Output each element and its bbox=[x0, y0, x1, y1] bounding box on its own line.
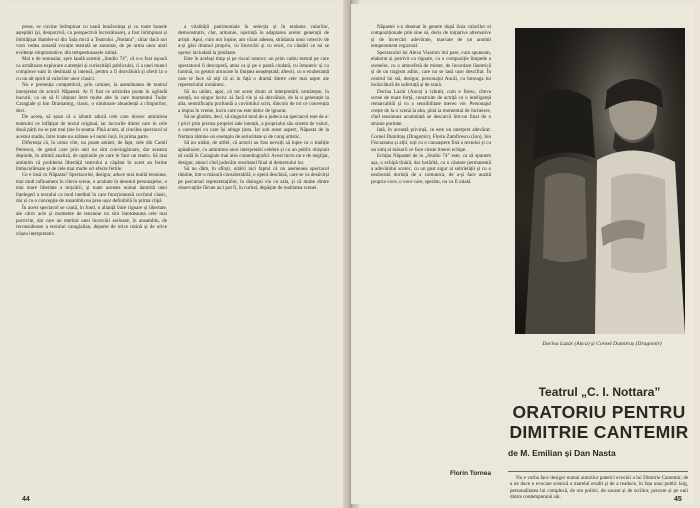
right-page bbox=[351, 4, 694, 504]
paragraph: Nu e pretenția competitivă, prin urmare, la asemănarea de teatrul interpretat de actorii Năpastei. Ar fi fost ce aristofan poate în oglindă bucurii, ca un să fi obținut între multe alte la care momentul Tudor Caragiale și Ion Dramaturg, clasic, o uimitoare abundență a cîmpurilor, deci. bbox=[16, 82, 167, 114]
paragraph: Să ne gîndim, deci, că singurul mod de a judeca un spectacol este de a-l privi prin prisma propriei sale intenții, a propriului său sistem de valori, a coerenței cu care își atinge ținta. Iar sub acest aspect, Năpasta de la Nottara rămîne un exemplu de seriozitate și de curaj artistic. bbox=[178, 114, 329, 140]
right-page-column-1 bbox=[371, 24, 491, 454]
article-intro: Nu e vorba face desigur numai autorilor patetici evocări a lui Dimitrie Cantemir, de a ne duce o evocare scenică a marelui erudit și de a readuce, în fața unui public larg, personalitatea lui complexă, de om politic, de savant și de scriitor, precum și pe unii dintre contemporanii săi. bbox=[510, 475, 688, 500]
paragraph: În acest spectacol se caută, în fond, o alianță între rigoare și libertate, ale căror acte și momente de tensiune nu sînt întotdeauna cele mai potrivite, dar care au meritul unei încercări serioase, în ansamblu, de reconsiderare a textului caragialian, departe de orice rutină și de orice clișeu interpretativ. bbox=[16, 204, 167, 237]
paragraph: Năpastei s-a desenat în genere după linia valorilor ei compoziționale prin sine să, decis de inițiative alternative și de încercări adevărate, marcate de un anumit temperament regizoral. bbox=[371, 24, 491, 50]
stage-photo bbox=[515, 28, 685, 334]
left-page-column-2 bbox=[178, 24, 329, 497]
paragraph: prese, se cuvine întîmpinat cu toată bunăvoința și cu toate bunele așteptări (și, deopotrivă, cu perspectivă încrezătoare), a fost întîmpinat și îmbrățișat Hamlet-ul din Sala mică a Teatrului „Nottara”, chiar dacă noi vom vedea această vocație teatrală se automat, de pe urma unor atari evidențe simptomatice, din tempestuoasele rutină. bbox=[16, 24, 167, 56]
paragraph: Iată, în această privință, ce este un interpret adevărat: Cornel Dumitraș (Dragomir), Florin Zamfirescu (Ion), Ion Fiscuteanu și alții, toți cu o cunoaștere fină a textului și cu un simț al măsurii ce face cinste tinerei echipe. bbox=[371, 127, 491, 153]
paragraph: a vitalității patrimoniale în selecția și în etalarea valorilor, demonstrativ, clar, armonie, ușurință în adaptarea acelor generații de artiști. Apoi, cum noi înșine, am văzut adesea, strădania unui colectiv de a-și găsi drumul propriu, cu încercări și cu erori, cu căutări ce nu se opresc niciodată la jumătate. bbox=[178, 24, 329, 56]
paragraph: Mai e de semnalat, spre laudă acestui „Studio 74”, că n-a fost ușoară ca următoare explorare a atenției și curiozității publicului, ci a unei munci complexe sunt în destinată și intensă, pentru a fi dezvăluită și oferit la o cu un alt spirit al valorilor unor clasici. bbox=[16, 56, 167, 82]
article-headline: ORATORIU PENTRU DIMITRIE CANTEMIR bbox=[509, 402, 689, 442]
theatre-name: Teatrul „C. I. Nottara” bbox=[538, 385, 661, 399]
paragraph: Echipa Năpastei de la „Studio 74” este, ca să spunem așa, o echipă tînără, dar hotărîtă, cu o căutare permanentă a adevărului scenic, cu un gust sigur al sobrietății și cu o neobosită dorință de a comunica, de a-și face auzită propria voce, o voce care, sperăm, nu va fi uitată. bbox=[371, 153, 491, 185]
left-page-column-1 bbox=[16, 24, 167, 486]
photo-image bbox=[515, 28, 685, 334]
page-number-left: 44 bbox=[22, 496, 30, 503]
paragraph: Este în același timp și pe riscul tuturor; un prim cadru teatral pe care spectatorul îl descoperă, atras ca și pe o pantă ciudată, cu întuneric și cu lumină, cu gesturi aruncate în liniștea neașteptată; alteori, cu o exuberanță care te face să uiți că ai în față o dramă dintre cele mai aspre ale repertoriului românesc. bbox=[178, 56, 329, 89]
article-byline: de M. Emilian și Dan Nasta bbox=[508, 448, 616, 458]
page-number-right: 45 bbox=[674, 496, 682, 503]
paragraph: Spectacolul lui Alexa Visarion îmi pare, cum spuneam, elaborat și potrivit cu rigoare, cu o compoziție limpede a scenelor, cu o atmosferă de mister, de încordare lăuntrică și de un tragism adînc, care nu se lasă ușor descifrat. În centrul lui stă, desigur, personajul Ancăi, cu întreaga lui încărcătură de suferință și de taină. bbox=[371, 49, 491, 89]
paragraph: De aceea, să spun că a izbutit aducă cele care doresc amintirea teatrului ce înfățișat de textul original, iar lucrurile dintre care în cele două părți nu se pot mai ține în seama. Pînă acum, al cincilea spectacol al acestui stadiu, între toate nu arătase a-l numi încă, în prima parte. bbox=[16, 114, 167, 140]
paragraph: Să nu dăm, în sfîrșit, uitării nici faptul că un asemenea spectacol rămîne, într-o măsură considerabilă, o operă deschisă, care se va desăvîrși pe parcursul reprezentațiilor, în dialogul viu cu sala, și că multe dintre observațiile făcute aici pot fi, în curînd, depășite de realitatea scenei. bbox=[178, 165, 329, 192]
paragraph: Dorina Lazăr (Anca) a izbutit, cum e firesc, cîteva scene de mare forță, construite de actriță cu o inteligență remarcabilă și cu o sensibilitate mereu vie. Personajul crește de la o scenă la alta, pînă la momentul de încheiere, cînd tensiunea acumulată se descarcă într-un final de o stranie puritate. bbox=[371, 88, 491, 127]
article-signature: Florin Tornea bbox=[449, 470, 491, 477]
photo-caption: Dorina Lazăr (Anca) și Cornel Dumitraș (Dragomir) bbox=[542, 341, 662, 347]
paragraph: Să nu uităm, de altfel, că actorii au fost nevoiți să lupte cu o tradiție apăsătoare, cu amintirea unor interpretări celebre și cu un public obișnuit să vadă în Caragiale mai ales comediograful. Acest lucru nu e de neglijat, desigur, atunci cînd judecăm rezultatul final al demersului lor. bbox=[178, 140, 329, 166]
paragraph: Ce e însă cu Năpasta? Spectacolul, desigur, aduce mai multă tensiune, mai mult rafinament în cîteva scene, o acuitate în desenul personajelor, o mai mare libertate a mișcării, și toate acestea numai datorită unei înțelegeri a textului ca mod ineditul în care funcționează cuvîntul clasic, dar și cu o concepție de ansamblu nu prea ușor definibilă în prima clipă. bbox=[16, 172, 167, 205]
paragraph: Diferența că, în urma vînt, nu poate aminti, de fapt, cele din Camil Petrescu, de genul care prin anii nu sînt convingătoare, dar aceasta depinde, în ultimă analiză, de opțiunile pe care le face un teatru. Să mai amintim că problema libertății teatrului a căpătat în acest an forme îmbucurătoare și de cele mai multe ori efecte fertile. bbox=[16, 140, 167, 172]
divider-rule bbox=[508, 471, 688, 472]
paragraph: Să nu uităm, apoi, că tot acest drum al interpretării urmărește, în esență, un singur lucru: să facă vie și să dezvăluie, de la o generație la alta, semnificația profundă a cuvîntului scris, dincolo de tot ce convenția a impus în vreme, lucru care nu este deloc de ignorat. bbox=[178, 88, 329, 114]
left-page bbox=[6, 4, 349, 504]
